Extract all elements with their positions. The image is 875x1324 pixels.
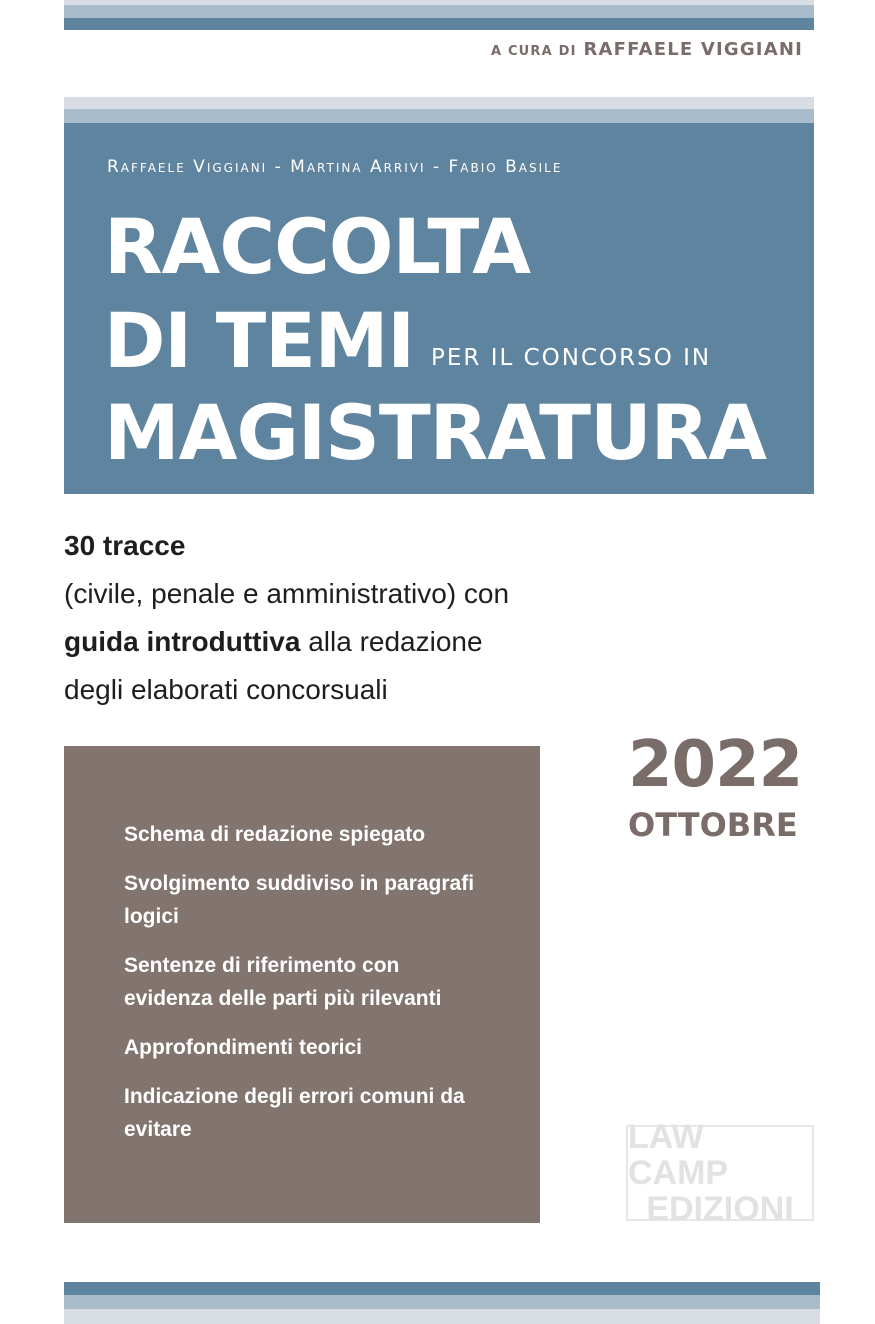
description-emphasis: guida introduttiva [64,626,301,657]
title-stripe-light [64,97,814,109]
features-panel [64,746,540,1223]
top-stripe-dark [64,18,814,30]
description-line-3-rest: alla redazione [300,626,483,657]
feature-item: Indicazione degli errori comuni da evitare [124,1085,465,1141]
title-panel [64,123,814,494]
features-list [124,818,484,1162]
description-line-2: (civile, penale e amministrativo) con [64,578,510,609]
feature-item: Approfondimenti teorici [124,1036,362,1059]
publisher-logo [626,1118,814,1228]
authors-line: Raffaele Viggiani - Martina Arrivi - Fabio Basile [107,157,563,177]
title-line-1: RACCOLTA [104,202,531,291]
title-line-2: DI TEMI [104,296,414,385]
publisher-line-1: LAW CAMP [628,1118,729,1192]
top-stripe-mid [64,5,814,18]
curator-name: RAFFAELE VIGGIANI [583,39,803,60]
description-lead: 30 tracce [64,530,186,561]
title-line-3: MAGISTRATURA [104,388,767,477]
bottom-stripe-light [64,1309,820,1324]
edition-year: 2022 [628,728,803,802]
publisher-line-2: EDIZIONI [646,1190,794,1228]
feature-item: Svolgimento suddiviso in paragrafi logici [124,872,475,928]
curator-prefix: A CURA DI [490,44,577,59]
description-line-4: degli elaborati concorsuali [64,674,388,705]
feature-item: Sentenze di riferimento con evidenza delle parti più rilevanti [124,954,442,1010]
title-subtitle: PER IL CONCORSO IN [431,345,712,371]
edition-month: OTTOBRE [628,806,798,844]
bottom-stripe-mid [64,1295,820,1309]
title-stripe-mid [64,109,814,123]
description-block [64,522,509,714]
feature-item: Schema di redazione spiegato [124,823,426,846]
curator-credit [491,39,803,60]
description-line-3 [64,618,509,666]
bottom-stripe-dark [64,1282,820,1295]
